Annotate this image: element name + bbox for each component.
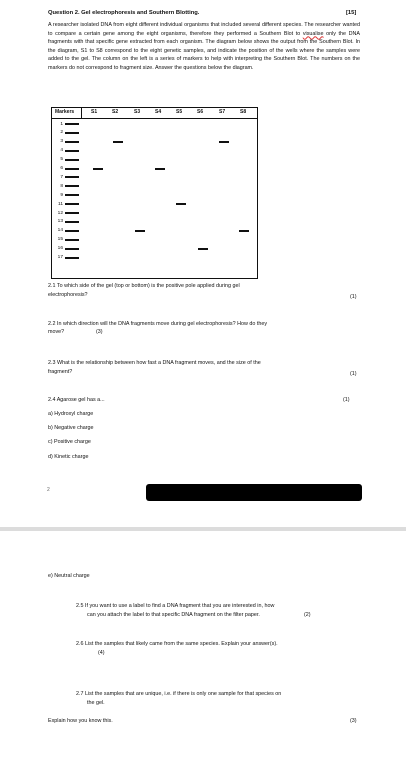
q22-text-line2: move? (48, 329, 65, 335)
marker-number: 7 (60, 174, 63, 180)
marker-number: 2 (60, 130, 63, 136)
question-title: Question 2. Gel electrophoresis and Southern Blotting. (48, 10, 200, 16)
gel-column-header-s8: S8 (240, 109, 247, 115)
intro-text-1: A researcher isolated DNA from eight different individual organisms that included several different species. The researcher wanted to compare a certain gene among the eight organisms, therefore they performed a Southern Blot to (48, 22, 360, 37)
marker-number: 11 (58, 201, 63, 207)
sample-band-s2 (113, 141, 123, 143)
question-intro (48, 21, 360, 73)
marker-band (65, 123, 79, 125)
q24-option-c: c) Positive charge (48, 439, 91, 445)
q24-stem: 2.4 Agarose gel has a... (48, 397, 105, 403)
marker-number: 16 (57, 246, 63, 252)
marker-band (65, 203, 79, 205)
q24-option-b: b) Negative charge (48, 425, 94, 431)
worksheet-page-2 (0, 531, 406, 767)
sample-band-s4 (155, 168, 165, 170)
marker-band (65, 176, 79, 178)
marker-band (65, 212, 79, 214)
marker-number: 3 (60, 139, 63, 145)
marker-band (65, 132, 79, 134)
q24-option-a: a) Hydroxyl charge (48, 411, 94, 417)
q21-text-line1: 2.1 To which side of the gel (top or bottom) is the positive pole applied during gel (48, 283, 240, 289)
sample-band-s5 (176, 203, 186, 205)
intro-misspelled-word: visualise (302, 30, 324, 37)
marker-number: 8 (60, 183, 63, 189)
q24-option-d: d) Kinetic charge (48, 454, 89, 460)
redaction-bar (146, 484, 362, 501)
marker-number: 1 (60, 121, 63, 127)
marker-number: 4 (60, 148, 63, 154)
marker-band (65, 230, 79, 232)
q27-text-line2: the gel. (87, 700, 105, 706)
q26-marks: (4) (98, 650, 105, 656)
marker-band (65, 159, 79, 161)
marker-band (65, 194, 79, 196)
marker-band (65, 150, 79, 152)
gel-column-header-s1: S1 (91, 109, 98, 115)
sample-band-s6 (198, 248, 208, 250)
question-total-marks: [15] (346, 10, 357, 16)
marker-number: 13 (57, 219, 63, 225)
sample-band-s7 (219, 141, 229, 143)
q22-text-line1: 2.2 In which direction will the DNA fragments move during gel electrophoresis? How do they (48, 321, 268, 327)
page-number: 2 (47, 487, 50, 493)
marker-band (65, 185, 79, 187)
q23-text-line2: fragment? (48, 369, 73, 375)
gel-column-header-s2: S2 (112, 109, 119, 115)
marker-number: 9 (60, 192, 63, 198)
q27-marks: (3) (350, 718, 357, 724)
marker-band (65, 248, 79, 250)
q27-text-line1: 2.7 List the samples that are unique, i.e. if there is only one sample for that species on (76, 691, 282, 697)
q23-marks: (1) (350, 371, 357, 377)
sample-band-s3 (135, 230, 145, 232)
intro-text-2: only the DNA fragments with that specific gene extracted from each organism. The diagram below shows the output from the Southern Blot. In the diagram, S1 to S8 correspond to the eight genetic samples, and indicate the position of the wells where the samples were added to the gel. The column on the left is a series of markers to help with interpreting the Southern Blot. The numbers on the markers do not correspond to fragment size. Answer the questions below the diagram. (48, 30, 360, 71)
gel-column-header-s7: S7 (219, 109, 226, 115)
q24-option-e: e) Neutral charge (48, 573, 90, 579)
marker-band (65, 257, 79, 259)
gel-column-header-s3: S3 (134, 109, 141, 115)
marker-number: 14 (57, 228, 63, 234)
marker-band (65, 221, 79, 223)
q27-explain: Explain how you know this. (48, 718, 113, 724)
marker-band (65, 168, 79, 170)
gel-column-header-s5: S5 (176, 109, 183, 115)
gel-column-header-s4: S4 (155, 109, 162, 115)
q21-text-line2: electrophoresis? (48, 292, 88, 298)
q21-marks: (1) (350, 294, 357, 300)
q26-text: 2.6 List the samples that likely came from the same species. Explain your answer(s). (76, 641, 278, 647)
marker-number: 6 (60, 166, 63, 171)
sample-band-s8 (239, 230, 249, 232)
marker-number: 15 (57, 237, 63, 243)
marker-band (65, 239, 79, 241)
marker-band (65, 141, 79, 143)
q24-marks: (1) (343, 397, 350, 403)
q25-text-line1: 2.5 If you want to use a label to find a DNA fragment that you are interested in, how (76, 603, 275, 609)
marker-number: 17 (57, 255, 63, 260)
q23-text-line1: 2.3 What is the relationship between how fast a DNA fragment moves, and the size of the (48, 360, 261, 366)
marker-number: 12 (57, 210, 63, 216)
sample-band-s1 (93, 168, 103, 170)
q25-text-line2: can you attach the label to that specific DNA fragment on the filter paper. (87, 612, 260, 618)
q25-marks: (2) (304, 612, 311, 618)
q22-marks: (3) (96, 329, 103, 335)
marker-number: 5 (60, 157, 63, 163)
gel-column-header-markers: Markers (55, 109, 75, 115)
gel-column-header-s6: S6 (197, 109, 204, 115)
